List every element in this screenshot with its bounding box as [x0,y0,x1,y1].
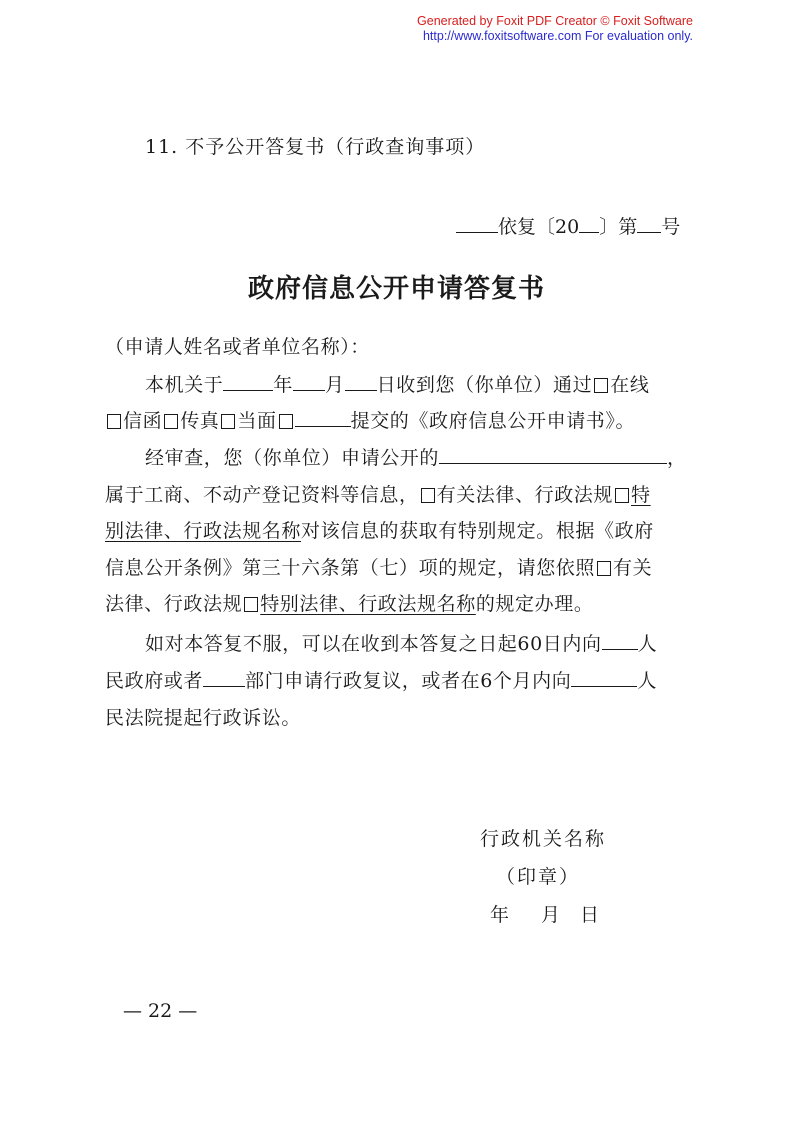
paragraph1-line1 [145,370,690,397]
p1-year: 年 [273,374,294,396]
paragraph2-line2 [105,480,690,507]
watermark-line1: Generated by Foxit PDF Creator © Foxit Software [417,14,693,28]
paragraph2-line5 [105,589,690,616]
p2-laws-2: 法律、行政法规 [105,593,243,615]
p2-special-law-name: 别法律、行政法规名称 [105,520,302,542]
blank-government [602,629,638,650]
signature-date [490,900,601,927]
checkbox-online [594,378,608,393]
docno-part2: 〕第 [599,216,638,238]
p3-text-3: 部门申请行政复议，或者在6个月内向 [245,670,572,692]
paragraph3-line2 [105,666,690,693]
checkbox-in-person [221,414,235,429]
section-title: 11. 不予公开答复书（行政查询事项） [145,136,486,158]
p2-laws: 有关法律、行政法规 [436,484,614,506]
date-month: 月 [541,904,563,926]
p2-comma: ， [667,447,687,469]
paragraph3-line1 [145,629,690,656]
p2-special-law-name-2: 特别法律、行政法规名称 [260,593,476,615]
blank-year [579,212,599,233]
page-title: 政府信息公开申请答复书 [247,274,545,304]
docno-part1: 依复〔20 [498,216,580,238]
p2-text-5: 的规定办理。 [475,593,594,615]
blank-number [637,212,661,233]
checkbox-relevant-laws [597,561,611,576]
paragraph2-line4 [105,553,690,580]
checkbox-special-law [615,488,629,503]
p2-special-law-start: 特 [631,484,651,506]
p3-text-2: 民政府或者 [105,670,204,692]
checkbox-other [279,414,293,429]
paragraph1-line2 [105,406,690,433]
paragraph2-line1 [145,443,690,470]
p1-text-2: 日收到您（你单位）通过 [376,374,593,396]
p1-in-person: 当面 [237,410,277,432]
paragraph3-line3: 民法院提起行政诉讼。 [105,707,302,729]
p3-ren: 人 [637,633,658,655]
blank-other [295,406,351,427]
page-number: — 22 — [123,1000,198,1022]
blank-department [203,666,245,687]
checkbox-fax [164,414,178,429]
signature-seal: （印章） [496,866,581,888]
checkbox-laws [421,488,435,503]
date-year: 年 [490,904,512,926]
foxit-watermark [417,14,693,44]
p2-text-4: 信息公开条例》第三十六条第（七）项的规定，请您依照 [105,557,596,579]
date-day: 日 [580,904,602,926]
p2-text-2: 属于工商、不动产登记资料等信息， [105,484,419,506]
p1-fax: 传真 [180,410,220,432]
blank-month [293,370,325,391]
checkbox-special-law-2 [244,597,258,612]
signature-org: 行政机关名称 [480,828,607,850]
blank-day [345,370,377,391]
p3-text: 如对本答复不服，可以在收到本答复之日起60日内向 [145,633,602,655]
checkbox-letter [107,414,121,429]
p1-month: 月 [325,374,345,396]
p2-text-3: 对该信息的获取有特别规定。根据《政府 [301,520,654,542]
blank-requested-info [439,443,667,464]
p3-ren-2: 人 [637,670,657,692]
salutation: （申请人姓名或者单位名称）： [105,336,370,358]
p1-text-3: 提交的《政府信息公开申请书》。 [350,410,636,432]
document-number [456,212,680,239]
p2-relevant: 有关 [613,557,653,579]
blank-court [571,666,637,687]
p1-letter: 信函 [123,410,163,432]
docno-part3: 号 [661,216,681,238]
p1-online: 在线 [610,374,650,396]
blank-agency-prefix [456,212,498,233]
blank-year [223,370,273,391]
p2-text: 经审查，您（你单位）申请公开的 [145,447,440,469]
watermark-line2: http://www.foxitsoftware.com For evaluation only. [422,29,693,43]
p1-text: 本机关于 [145,374,224,396]
paragraph2-line3 [105,516,690,543]
